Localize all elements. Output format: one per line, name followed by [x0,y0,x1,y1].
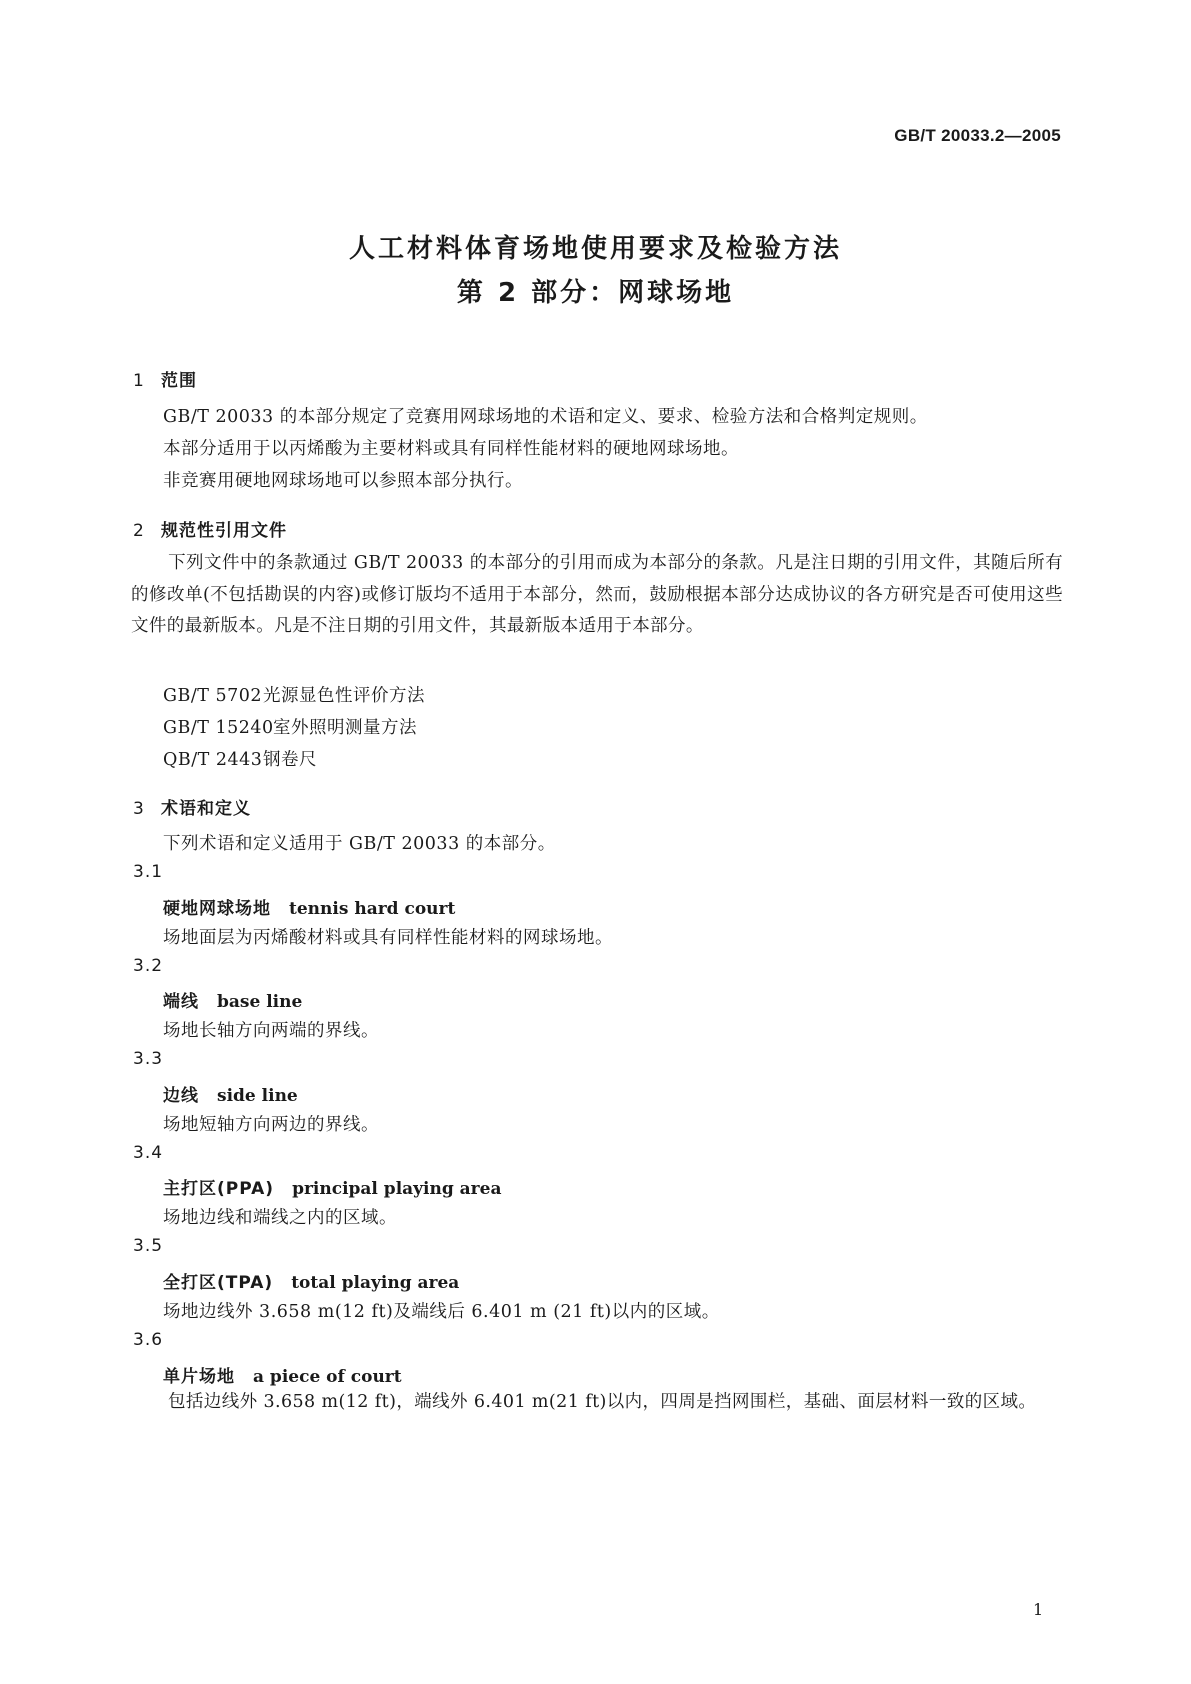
section-title: 范围 [161,371,197,391]
term-definition: 场地长轴方向两端的界线。 [163,1021,379,1041]
document-subtitle: 第 2 部分：网球场地 [456,278,735,308]
term-zh: 边线 [163,1086,199,1106]
reference-item [163,714,417,739]
section-heading-scope [133,366,197,391]
term-entry [163,1362,402,1387]
terms-intro: 下列术语和定义适用于 GB/T 20033 的本部分。 [163,834,556,854]
scope-paragraph: 非竞赛用硬地网球场地可以参照本部分执行。 [163,471,523,491]
term-zh: 硬地网球场地 [163,899,271,919]
normative-references-intro: 下列文件中的条款通过 GB/T 20033 的本部分的引用而成为本部分的条款。凡是注日期的引用文件，其随后所有的修改单(不包括勘误的内容)或修订版均不适用于本部分，然而，鼓励根据本部分达成协议的各方研究是否可使用这些文件的最新版本。凡是不注日期的引用文件，其最新版本适用于本部分。 [131,553,1063,636]
term-entry [163,987,302,1012]
term-en: a piece of court [253,1367,402,1387]
term-number: 3.3 [133,1049,164,1069]
scope-paragraph: GB/T 20033 的本部分规定了竞赛用网球场地的术语和定义、要求、检验方法和合格判定规则。 [163,407,928,427]
term-number: 3.1 [133,862,164,882]
standard-code: GB/T 20033.2—2005 [894,126,1061,145]
page-number: 1 [1033,1600,1044,1619]
reference-code: GB/T 5702 [163,686,263,706]
section-title: 规范性引用文件 [161,521,287,541]
term-definition: 场地边线和端线之内的区域。 [163,1208,397,1228]
reference-item [163,746,317,771]
section-heading-normative-references [133,516,287,541]
term-zh: 主打区(PPA) [163,1179,275,1199]
term-en: base line [217,992,303,1012]
term-zh: 全打区(TPA) [163,1273,274,1293]
term-definition: 包括边线外 3.658 m(12 ft)，端线外 6.401 m(21 ft)以内，四周是挡网围栏，基础、面层材料一致的区域。 [168,1392,1037,1412]
scope-paragraph: 本部分适用于以丙烯酸为主要材料或具有同样性能材料的硬地网球场地。 [163,439,739,459]
term-en: principal playing area [292,1179,502,1199]
term-zh: 端线 [163,992,199,1012]
reference-title: 钢卷尺 [263,750,317,770]
term-number: 3.5 [133,1236,164,1256]
term-entry [163,1081,298,1106]
term-en: total playing area [291,1273,460,1293]
term-entry [163,1268,459,1293]
reference-title: 光源显色性评价方法 [263,686,425,706]
term-number: 3.4 [133,1143,164,1163]
section-heading-terms [133,794,251,819]
term-en: side line [217,1086,298,1106]
term-definition: 场地短轴方向两边的界线。 [163,1115,379,1135]
reference-code: GB/T 15240 [163,718,274,738]
term-definition: 场地边线外 3.658 m(12 ft)及端线后 6.401 m (21 ft)以内的区域。 [163,1302,720,1322]
term-definition: 场地面层为丙烯酸材料或具有同样性能材料的网球场地。 [163,928,613,948]
document-title: 人工材料体育场地使用要求及检验方法 [348,234,842,264]
term-number: 3.6 [133,1330,164,1350]
term-entry [163,894,455,919]
term-number: 3.2 [133,956,164,976]
term-zh: 单片场地 [163,1367,235,1387]
term-entry [163,1174,501,1199]
reference-code: QB/T 2443 [163,750,263,770]
reference-item [163,682,425,707]
term-en: tennis hard court [289,899,456,919]
section-number: 3 [133,799,144,819]
section-number: 2 [133,521,144,541]
reference-title: 室外照明测量方法 [273,718,417,738]
section-title: 术语和定义 [161,799,251,819]
section-number: 1 [133,371,144,391]
